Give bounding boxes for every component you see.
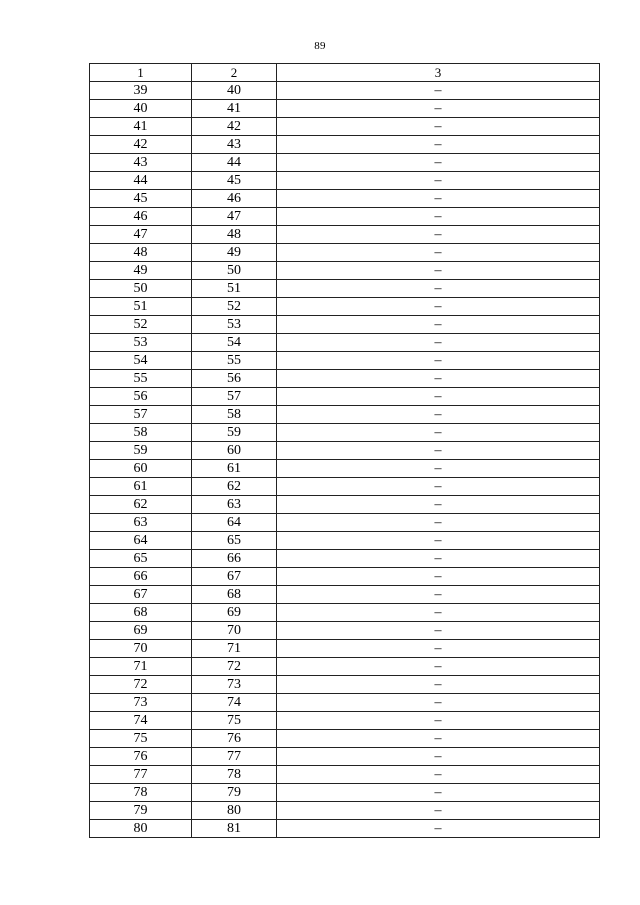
table-row xyxy=(90,676,600,694)
table-row xyxy=(90,226,600,244)
table-cell-col-1: 50 xyxy=(90,280,192,298)
table-cell-col-3: – xyxy=(277,316,600,334)
table-cell-col-1: 48 xyxy=(90,244,192,262)
table-cell-col-3: – xyxy=(277,172,600,190)
column-header-2: 2 xyxy=(192,64,277,82)
table-cell-col-1: 49 xyxy=(90,262,192,280)
table-cell-col-2: 68 xyxy=(192,586,277,604)
table-cell-col-2: 70 xyxy=(192,622,277,640)
table-cell-col-3: – xyxy=(277,154,600,172)
table-cell-col-1: 73 xyxy=(90,694,192,712)
table-row xyxy=(90,172,600,190)
table-cell-col-2: 54 xyxy=(192,334,277,352)
table-row xyxy=(90,514,600,532)
table-row xyxy=(90,694,600,712)
column-header-1: 1 xyxy=(90,64,192,82)
table-row xyxy=(90,658,600,676)
table-cell-col-1: 58 xyxy=(90,424,192,442)
table-cell-col-2: 65 xyxy=(192,532,277,550)
table-row xyxy=(90,334,600,352)
table-cell-col-1: 39 xyxy=(90,82,192,100)
table-cell-col-1: 75 xyxy=(90,730,192,748)
table-row xyxy=(90,118,600,136)
table-cell-col-3: – xyxy=(277,406,600,424)
table-cell-col-1: 40 xyxy=(90,100,192,118)
table-cell-col-1: 79 xyxy=(90,802,192,820)
table-cell-col-2: 56 xyxy=(192,370,277,388)
table-row xyxy=(90,730,600,748)
table-cell-col-2: 80 xyxy=(192,802,277,820)
table-cell-col-3: – xyxy=(277,550,600,568)
table-cell-col-3: – xyxy=(277,622,600,640)
table-cell-col-1: 47 xyxy=(90,226,192,244)
table-row xyxy=(90,316,600,334)
table-row xyxy=(90,280,600,298)
table-cell-col-2: 57 xyxy=(192,388,277,406)
table-cell-col-3: – xyxy=(277,100,600,118)
table-cell-col-2: 75 xyxy=(192,712,277,730)
table-cell-col-1: 53 xyxy=(90,334,192,352)
table-cell-col-3: – xyxy=(277,244,600,262)
header-row xyxy=(90,64,600,82)
table-cell-col-2: 64 xyxy=(192,514,277,532)
table-cell-col-2: 73 xyxy=(192,676,277,694)
table-cell-col-3: – xyxy=(277,370,600,388)
table-cell-col-2: 62 xyxy=(192,478,277,496)
table-row xyxy=(90,460,600,478)
table-row xyxy=(90,586,600,604)
table-cell-col-3: – xyxy=(277,496,600,514)
table-row xyxy=(90,154,600,172)
table-cell-col-2: 58 xyxy=(192,406,277,424)
table-cell-col-2: 59 xyxy=(192,424,277,442)
table-row xyxy=(90,370,600,388)
table-cell-col-1: 51 xyxy=(90,298,192,316)
table-cell-col-3: – xyxy=(277,712,600,730)
table-cell-col-3: – xyxy=(277,532,600,550)
table-cell-col-3: – xyxy=(277,424,600,442)
table-body xyxy=(90,82,600,838)
table-cell-col-1: 54 xyxy=(90,352,192,370)
table-cell-col-1: 65 xyxy=(90,550,192,568)
table-cell-col-2: 53 xyxy=(192,316,277,334)
table-cell-col-1: 76 xyxy=(90,748,192,766)
table-row xyxy=(90,784,600,802)
table-cell-col-1: 71 xyxy=(90,658,192,676)
table-row xyxy=(90,496,600,514)
table-cell-col-2: 71 xyxy=(192,640,277,658)
table-cell-col-1: 61 xyxy=(90,478,192,496)
table-cell-col-2: 45 xyxy=(192,172,277,190)
table-cell-col-1: 43 xyxy=(90,154,192,172)
table-cell-col-1: 72 xyxy=(90,676,192,694)
table-cell-col-1: 56 xyxy=(90,388,192,406)
table-row xyxy=(90,100,600,118)
table-cell-col-2: 41 xyxy=(192,100,277,118)
table-cell-col-1: 70 xyxy=(90,640,192,658)
table-cell-col-1: 63 xyxy=(90,514,192,532)
table-cell-col-2: 76 xyxy=(192,730,277,748)
table-cell-col-1: 57 xyxy=(90,406,192,424)
table-cell-col-1: 64 xyxy=(90,532,192,550)
table-cell-col-2: 46 xyxy=(192,190,277,208)
table-cell-col-1: 69 xyxy=(90,622,192,640)
table-row xyxy=(90,406,600,424)
table-cell-col-2: 47 xyxy=(192,208,277,226)
table-cell-col-1: 62 xyxy=(90,496,192,514)
table-cell-col-2: 43 xyxy=(192,136,277,154)
table-cell-col-2: 60 xyxy=(192,442,277,460)
table-cell-col-3: – xyxy=(277,298,600,316)
table-cell-col-3: – xyxy=(277,388,600,406)
table-cell-col-1: 78 xyxy=(90,784,192,802)
table-cell-col-2: 72 xyxy=(192,658,277,676)
table-cell-col-3: – xyxy=(277,352,600,370)
table-cell-col-1: 44 xyxy=(90,172,192,190)
table-cell-col-3: – xyxy=(277,82,600,100)
table-cell-col-3: – xyxy=(277,802,600,820)
table-cell-col-3: – xyxy=(277,334,600,352)
table-cell-col-3: – xyxy=(277,784,600,802)
table-cell-col-1: 77 xyxy=(90,766,192,784)
table-cell-col-1: 55 xyxy=(90,370,192,388)
table-cell-col-3: – xyxy=(277,766,600,784)
table-row xyxy=(90,82,600,100)
table-cell-col-2: 79 xyxy=(192,784,277,802)
table-cell-col-3: – xyxy=(277,820,600,838)
table-cell-col-1: 41 xyxy=(90,118,192,136)
table-cell-col-3: – xyxy=(277,640,600,658)
table-cell-col-3: – xyxy=(277,262,600,280)
table-cell-col-2: 40 xyxy=(192,82,277,100)
table-row xyxy=(90,622,600,640)
table-header xyxy=(90,64,600,82)
table-row xyxy=(90,352,600,370)
table-cell-col-2: 74 xyxy=(192,694,277,712)
table-cell-col-2: 44 xyxy=(192,154,277,172)
table-cell-col-2: 61 xyxy=(192,460,277,478)
table-cell-col-2: 66 xyxy=(192,550,277,568)
table-cell-col-2: 51 xyxy=(192,280,277,298)
table-row xyxy=(90,424,600,442)
table-row xyxy=(90,640,600,658)
table-cell-col-3: – xyxy=(277,118,600,136)
table-row xyxy=(90,190,600,208)
table-row xyxy=(90,712,600,730)
table-cell-col-2: 77 xyxy=(192,748,277,766)
table-cell-col-3: – xyxy=(277,568,600,586)
table-cell-col-1: 46 xyxy=(90,208,192,226)
table-cell-col-1: 42 xyxy=(90,136,192,154)
table-row xyxy=(90,568,600,586)
table-cell-col-2: 49 xyxy=(192,244,277,262)
table-cell-col-2: 50 xyxy=(192,262,277,280)
table-cell-col-3: – xyxy=(277,280,600,298)
table-row xyxy=(90,298,600,316)
table-cell-col-1: 80 xyxy=(90,820,192,838)
table-cell-col-3: – xyxy=(277,208,600,226)
table-row xyxy=(90,262,600,280)
table-cell-col-2: 55 xyxy=(192,352,277,370)
table-row xyxy=(90,136,600,154)
table-cell-col-2: 78 xyxy=(192,766,277,784)
table-cell-col-3: – xyxy=(277,514,600,532)
table-row xyxy=(90,766,600,784)
table-row xyxy=(90,478,600,496)
table-row xyxy=(90,802,600,820)
table-cell-col-2: 69 xyxy=(192,604,277,622)
data-table xyxy=(89,63,600,838)
table-cell-col-3: – xyxy=(277,460,600,478)
table-cell-col-3: – xyxy=(277,604,600,622)
table-cell-col-3: – xyxy=(277,676,600,694)
page-number: 89 xyxy=(314,40,326,52)
table-cell-col-3: – xyxy=(277,190,600,208)
table-row xyxy=(90,442,600,460)
table-row xyxy=(90,748,600,766)
table-cell-col-2: 52 xyxy=(192,298,277,316)
table-cell-col-3: – xyxy=(277,478,600,496)
table-cell-col-2: 81 xyxy=(192,820,277,838)
table-cell-col-3: – xyxy=(277,136,600,154)
table-cell-col-3: – xyxy=(277,442,600,460)
table-cell-col-2: 48 xyxy=(192,226,277,244)
table-cell-col-3: – xyxy=(277,586,600,604)
table-cell-col-1: 68 xyxy=(90,604,192,622)
table-cell-col-1: 67 xyxy=(90,586,192,604)
table-row xyxy=(90,550,600,568)
table-cell-col-1: 52 xyxy=(90,316,192,334)
table-row xyxy=(90,244,600,262)
table-row xyxy=(90,208,600,226)
table-cell-col-3: – xyxy=(277,730,600,748)
table-row xyxy=(90,388,600,406)
table-cell-col-2: 42 xyxy=(192,118,277,136)
table-cell-col-1: 66 xyxy=(90,568,192,586)
table-row xyxy=(90,820,600,838)
table-cell-col-1: 74 xyxy=(90,712,192,730)
table-cell-col-3: – xyxy=(277,226,600,244)
table-cell-col-1: 59 xyxy=(90,442,192,460)
table-row xyxy=(90,532,600,550)
table-cell-col-3: – xyxy=(277,694,600,712)
table-cell-col-1: 60 xyxy=(90,460,192,478)
table-cell-col-3: – xyxy=(277,748,600,766)
table-cell-col-2: 67 xyxy=(192,568,277,586)
table-cell-col-3: – xyxy=(277,658,600,676)
column-header-3: 3 xyxy=(277,64,600,82)
table-cell-col-1: 45 xyxy=(90,190,192,208)
table-cell-col-2: 63 xyxy=(192,496,277,514)
data-table-container xyxy=(89,63,599,838)
table-row xyxy=(90,604,600,622)
